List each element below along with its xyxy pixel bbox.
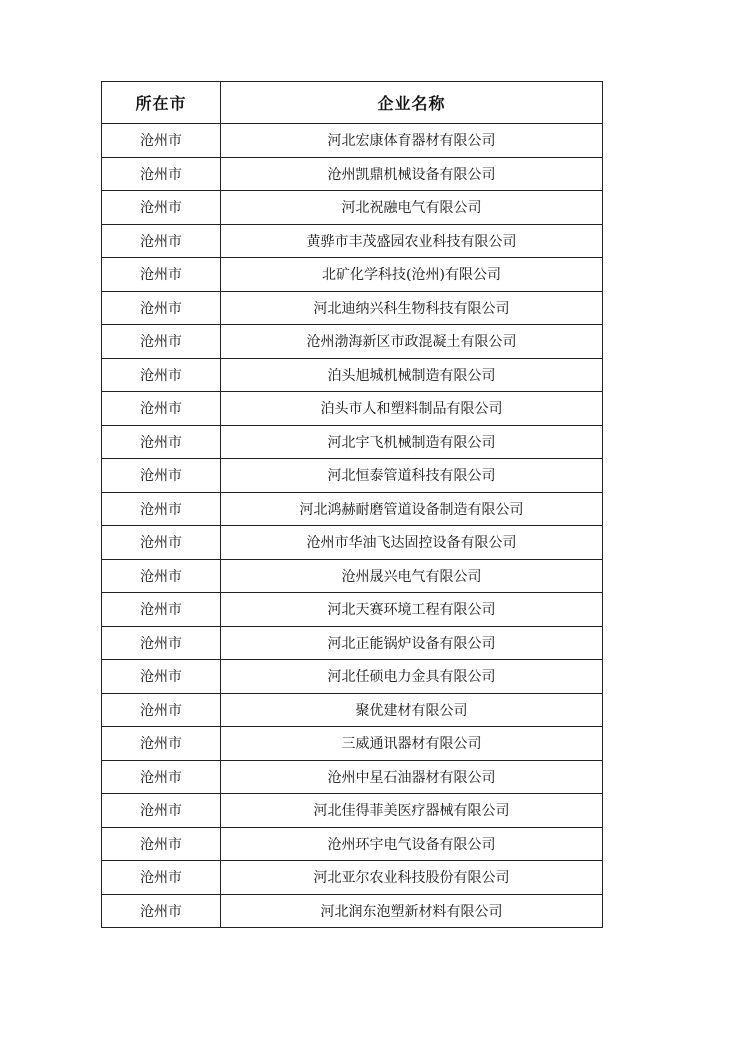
cell-city: 沧州市	[102, 224, 221, 258]
cell-company-name: 河北润东泡塑新材料有限公司	[221, 894, 603, 928]
cell-city: 沧州市	[102, 157, 221, 191]
cell-city: 沧州市	[102, 727, 221, 761]
cell-company-name: 河北亚尔农业科技股份有限公司	[221, 861, 603, 895]
cell-company-name: 河北任硕电力金具有限公司	[221, 660, 603, 694]
cell-company-name: 沧州凯鼎机械设备有限公司	[221, 157, 603, 191]
table-row	[102, 124, 603, 158]
table-row	[102, 727, 603, 761]
cell-city: 沧州市	[102, 861, 221, 895]
cell-company-name: 河北宇飞机械制造有限公司	[221, 425, 603, 459]
header-row	[102, 82, 603, 124]
cell-city: 沧州市	[102, 559, 221, 593]
table-row	[102, 291, 603, 325]
table-row	[102, 861, 603, 895]
table-row	[102, 157, 603, 191]
header-city: 所在市	[102, 82, 221, 124]
table-row	[102, 459, 603, 493]
cell-city: 沧州市	[102, 425, 221, 459]
table-row	[102, 425, 603, 459]
cell-company-name: 泊头市人和塑料制品有限公司	[221, 392, 603, 426]
cell-city: 沧州市	[102, 693, 221, 727]
cell-city: 沧州市	[102, 894, 221, 928]
cell-company-name: 沧州晟兴电气有限公司	[221, 559, 603, 593]
header-company-name: 企业名称	[221, 82, 603, 124]
cell-company-name: 北矿化学科技(沧州)有限公司	[221, 258, 603, 292]
table-row	[102, 894, 603, 928]
table-row	[102, 760, 603, 794]
cell-company-name: 河北正能锅炉设备有限公司	[221, 626, 603, 660]
cell-city: 沧州市	[102, 291, 221, 325]
cell-city: 沧州市	[102, 794, 221, 828]
cell-city: 沧州市	[102, 191, 221, 225]
table-row	[102, 660, 603, 694]
table-row	[102, 593, 603, 627]
table-row	[102, 258, 603, 292]
cell-city: 沧州市	[102, 358, 221, 392]
table-row	[102, 392, 603, 426]
table-row	[102, 559, 603, 593]
cell-company-name: 聚优建材有限公司	[221, 693, 603, 727]
table-header	[102, 82, 603, 124]
cell-company-name: 沧州中星石油器材有限公司	[221, 760, 603, 794]
cell-company-name: 沧州渤海新区市政混凝土有限公司	[221, 325, 603, 359]
cell-city: 沧州市	[102, 660, 221, 694]
cell-company-name: 河北鸿赫耐磨管道设备制造有限公司	[221, 492, 603, 526]
table-row	[102, 325, 603, 359]
table-row	[102, 492, 603, 526]
cell-city: 沧州市	[102, 325, 221, 359]
cell-company-name: 泊头旭城机械制造有限公司	[221, 358, 603, 392]
table-row	[102, 358, 603, 392]
table-row	[102, 224, 603, 258]
cell-city: 沧州市	[102, 124, 221, 158]
table-row	[102, 626, 603, 660]
cell-company-name: 河北佳得菲美医疗器械有限公司	[221, 794, 603, 828]
table-row	[102, 191, 603, 225]
table-row	[102, 794, 603, 828]
cell-city: 沧州市	[102, 392, 221, 426]
cell-company-name: 沧州市华油飞达固控设备有限公司	[221, 526, 603, 560]
cell-company-name: 沧州环宇电气设备有限公司	[221, 827, 603, 861]
cell-company-name: 河北迪纳兴科生物科技有限公司	[221, 291, 603, 325]
table-row	[102, 693, 603, 727]
cell-city: 沧州市	[102, 258, 221, 292]
cell-company-name: 河北天赛环境工程有限公司	[221, 593, 603, 627]
cell-city: 沧州市	[102, 593, 221, 627]
cell-city: 沧州市	[102, 459, 221, 493]
cell-city: 沧州市	[102, 626, 221, 660]
cell-city: 沧州市	[102, 492, 221, 526]
table-row	[102, 526, 603, 560]
cell-company-name: 河北祝融电气有限公司	[221, 191, 603, 225]
table-row	[102, 827, 603, 861]
cell-city: 沧州市	[102, 827, 221, 861]
enterprise-table	[101, 81, 603, 928]
cell-company-name: 三威通讯器材有限公司	[221, 727, 603, 761]
cell-company-name: 黄骅市丰茂盛园农业科技有限公司	[221, 224, 603, 258]
cell-city: 沧州市	[102, 526, 221, 560]
cell-city: 沧州市	[102, 760, 221, 794]
cell-company-name: 河北恒泰管道科技有限公司	[221, 459, 603, 493]
cell-company-name: 河北宏康体育器材有限公司	[221, 124, 603, 158]
table-body	[102, 124, 603, 928]
